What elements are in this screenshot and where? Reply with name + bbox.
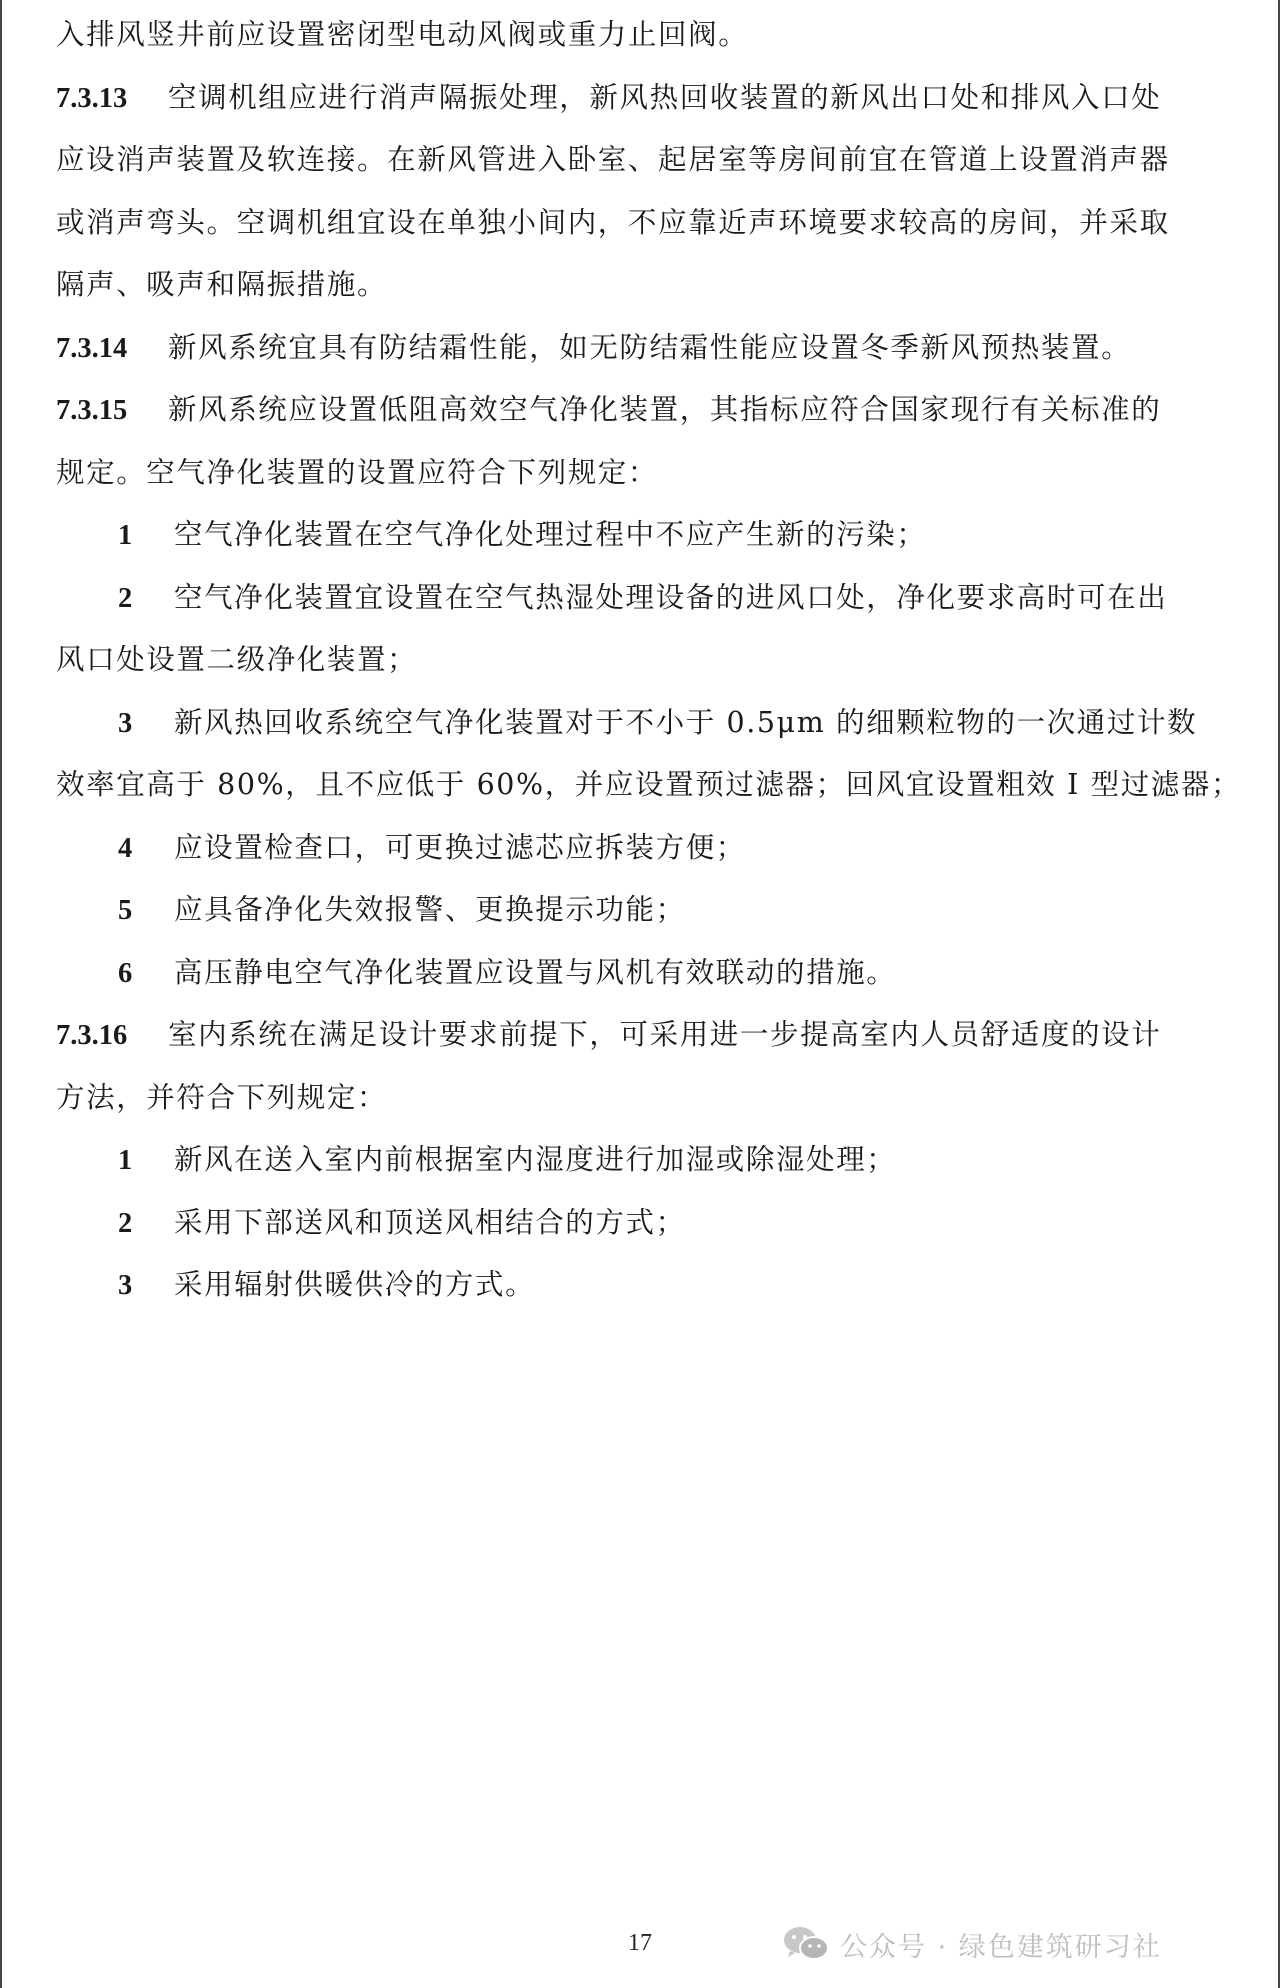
line-text: 新风系统应设置低阻高效空气净化装置，其指标应符合国家现行有关标准的 xyxy=(168,393,1162,426)
text-line xyxy=(56,1067,1232,1130)
watermark-text: 公众号 · 绿色建筑研习社 xyxy=(840,1931,1162,1963)
list-item xyxy=(56,942,1232,1005)
line-text: 入排风竖井前应设置密闭型电动风阀或重力止回阀。 xyxy=(56,18,749,51)
line-text: 新风热回收系统空气净化装置对于不小于 0.5μm 的细颗粒物的一次通过计数 xyxy=(174,705,1198,739)
line-text: 新风在送入室内前根据室内湿度进行加湿或除湿处理； xyxy=(174,1143,897,1176)
list-item xyxy=(56,504,1232,567)
line-text: 高压静电空气净化装置应设置与风机有效联动的措施。 xyxy=(174,955,897,989)
item-number: 3 xyxy=(118,707,133,739)
item-number: 2 xyxy=(118,582,133,614)
line-text: 室内系统在满足设计要求前提下，可采用进一步提高室内人员舒适度的设计 xyxy=(168,1018,1162,1051)
line-text: 或消声弯头。空调机组宜设在单独小间内，不应靠近声环境要求较高的房间，并采取 xyxy=(56,205,1170,239)
text-line xyxy=(56,442,1232,505)
document-body xyxy=(56,4,1242,1317)
section-number: 7.3.13 xyxy=(56,82,128,114)
line-text: 采用下部送风和顶送风相结合的方式； xyxy=(174,1205,686,1239)
text-line xyxy=(56,129,1232,192)
list-item xyxy=(56,1254,1232,1317)
text-line xyxy=(56,192,1232,255)
line-text: 方法，并符合下列规定： xyxy=(56,1080,388,1114)
line-text: 采用辐射供暖供冷的方式。 xyxy=(174,1268,536,1301)
list-item xyxy=(56,817,1232,880)
text-line xyxy=(56,254,1232,317)
item-number: 2 xyxy=(118,1207,133,1239)
section-number: 7.3.15 xyxy=(56,395,128,426)
line-text: 新风系统宜具有防结霜性能，如无防结霜性能应设置冬季新风预热装置。 xyxy=(168,330,1132,364)
list-item xyxy=(56,567,1232,630)
list-item xyxy=(56,1129,1232,1192)
list-item xyxy=(56,879,1232,942)
line-text: 空调机组应进行消声隔振处理，新风热回收装置的新风出口处和排风入口处 xyxy=(168,80,1162,114)
watermark xyxy=(782,1924,1162,1964)
section-line xyxy=(56,379,1232,442)
section-line xyxy=(56,317,1232,380)
section-number: 7.3.14 xyxy=(56,332,128,364)
item-number: 5 xyxy=(118,895,133,926)
section-line xyxy=(56,67,1232,130)
line-text: 空气净化装置宜设置在空气热湿处理设备的进风口处，净化要求高时可在出 xyxy=(174,580,1168,614)
line-text: 隔声、吸声和隔振措施。 xyxy=(56,268,388,301)
page-number: 17 xyxy=(628,1930,652,1956)
line-text: 效率宜高于 80%，且不应低于 60%，并应设置预过滤器；回风宜设置粗效 I 型过滤器； xyxy=(56,768,1242,801)
line-text: 应设消声装置及软连接。在新风管进入卧室、起居室等房间前宜在管道上设置消声器 xyxy=(56,143,1170,176)
item-number: 1 xyxy=(118,1145,133,1176)
wechat-icon xyxy=(782,1924,830,1964)
text-line xyxy=(56,4,1232,67)
line-text: 风口处设置二级净化装置； xyxy=(56,643,418,676)
item-number: 6 xyxy=(118,957,133,989)
section-number: 7.3.16 xyxy=(56,1020,128,1051)
line-text: 应设置检查口，可更换过滤芯应拆装方便； xyxy=(174,830,746,864)
item-number: 1 xyxy=(118,520,133,551)
text-line xyxy=(56,629,1232,692)
list-item xyxy=(56,1192,1232,1255)
line-text: 规定。空气净化装置的设置应符合下列规定： xyxy=(56,455,659,489)
section-line xyxy=(56,1004,1232,1067)
list-item xyxy=(56,692,1232,755)
item-number: 3 xyxy=(118,1270,133,1301)
item-number: 4 xyxy=(118,832,133,864)
line-text: 空气净化装置在空气净化处理过程中不应产生新的污染； xyxy=(174,518,927,551)
text-line xyxy=(56,754,1242,817)
line-text: 应具备净化失效报警、更换提示功能； xyxy=(174,893,686,926)
